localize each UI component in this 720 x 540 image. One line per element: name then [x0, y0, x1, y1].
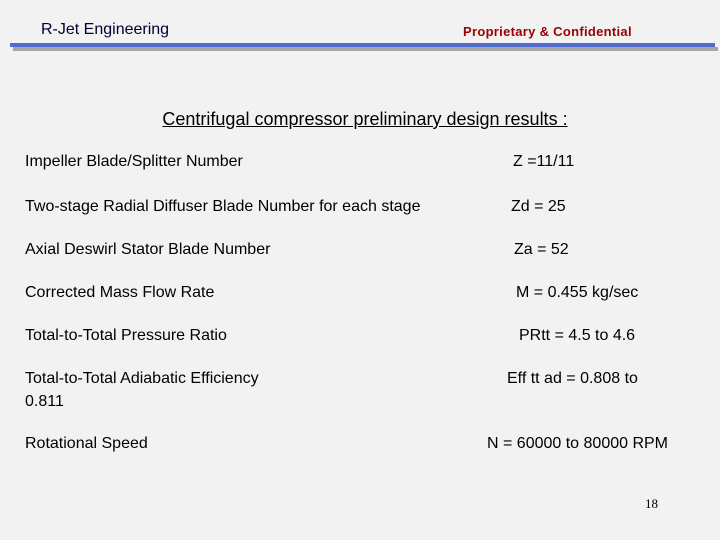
row-value-impeller: Z =11/11 — [513, 153, 575, 170]
row-value-massflow: M = 0.455 kg/sec — [516, 284, 639, 301]
row-label-diffuser: Two-stage Radial Diffuser Blade Number for each stage — [25, 198, 421, 215]
page-number: 18 — [645, 496, 658, 511]
row-value-deswirl: Za = 52 — [514, 241, 569, 258]
row-label-massflow: Corrected Mass Flow Rate — [25, 284, 215, 301]
row-value-speed: N = 60000 to 80000 RPM — [487, 435, 669, 452]
row-value-efficiency: Eff tt ad = 0.808 to — [507, 370, 638, 387]
row-value-pressure: PRtt = 4.5 to 4.6 — [519, 327, 636, 344]
row-label-impeller: Impeller Blade/Splitter Number — [25, 153, 243, 170]
row-label-efficiency: Total-to-Total Adiabatic Efficiency — [25, 370, 259, 387]
row-value-efficiency-continuation: 0.811 — [25, 393, 64, 410]
header-confidentiality: Proprietary & Confidential — [463, 24, 632, 39]
row-label-pressure: Total-to-Total Pressure Ratio — [25, 327, 227, 344]
row-value-diffuser: Zd = 25 — [511, 198, 566, 215]
header-company: R-Jet Engineering — [41, 21, 170, 38]
row-label-speed: Rotational Speed — [25, 435, 148, 452]
header-rule-shadow — [13, 47, 718, 51]
slide-title: Centrifugal compressor preliminary design results : — [162, 109, 568, 129]
row-label-deswirl: Axial Deswirl Stator Blade Number — [25, 241, 271, 258]
